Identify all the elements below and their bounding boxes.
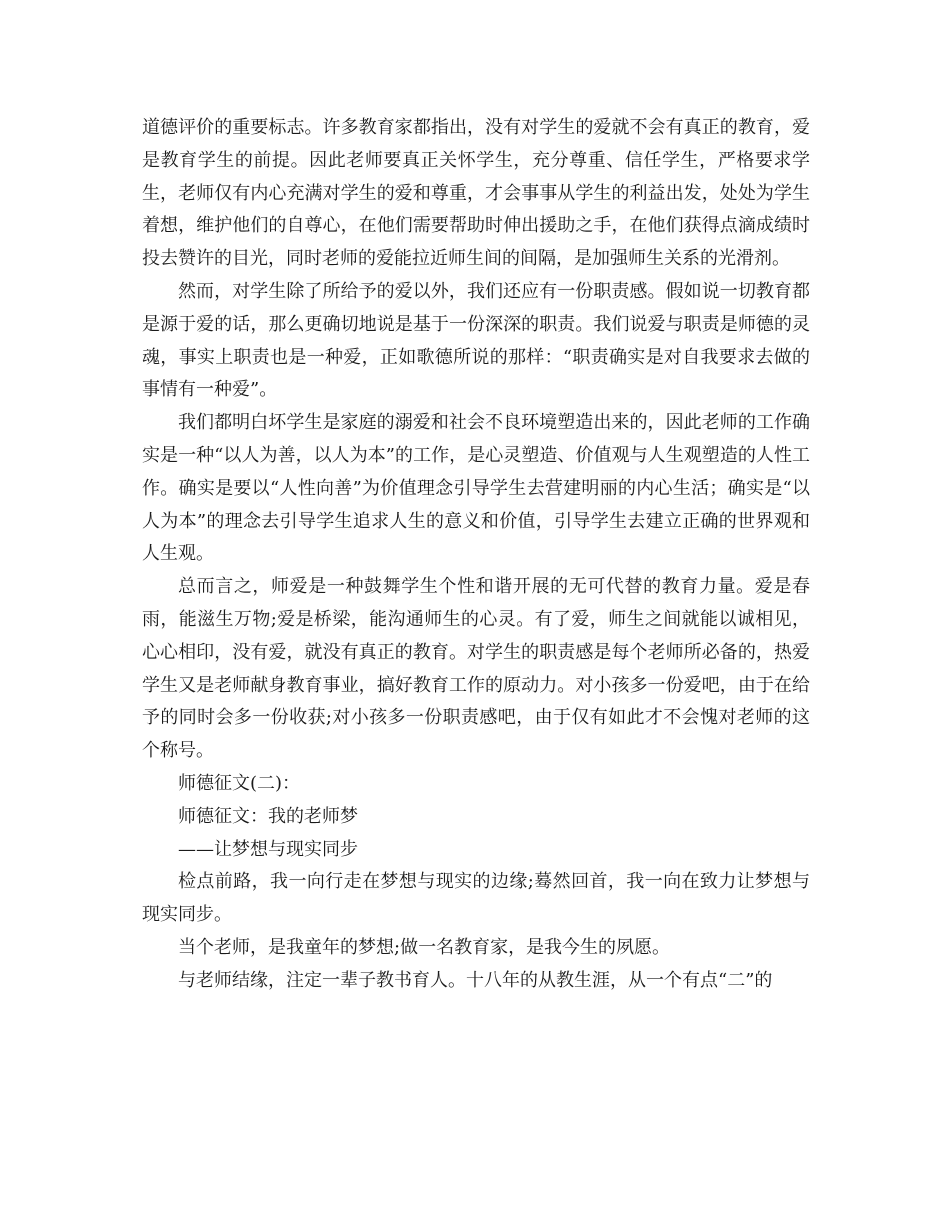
essay-title: 师德征文：我的老师梦 — [178, 805, 358, 827]
paragraph-3: 我们都明白坏学生是家庭的溺爱和社会不良环境塑造出来的，因此老师的工作确实是一种“以人为善，以人为本”的工作，是心灵塑造、价值观与人生观塑造的人性工作。确实是要以“人性向善”为价值理念引导学生去营建明丽的内心生活；确实是“以人为本”的理念去引导学生追求人生的意义和价值，引导学生去建立正确的世界观和人生观。 — [142, 412, 810, 565]
essay-subtitle: ——让梦想与现实同步 — [178, 838, 358, 860]
paragraph-5: 检点前路，我一向行走在梦想与现实的边缘;蓦然回首，我一向在致力让梦想与现实同步。 — [142, 871, 810, 926]
section-heading: 师德征文(二)： — [178, 772, 301, 794]
paragraph-1: 道德评价的重要标志。许多教育家都指出，没有对学生的爱就不会有真正的教育，爱是教育学生的前提。因此老师要真正关怀学生，充分尊重、信任学生，严格要求学生，老师仅有内心充满对学生的爱和尊重，才会事事从学生的利益出发，处处为学生着想，维护他们的自尊心，在他们需要帮助时伸出援助之手，在他们获得点滴成绩时投去赞许的目光，同时老师的爱能拉近师生间的间隔，是加强师生关系的光滑剂。 — [142, 117, 810, 270]
document-body — [142, 112, 810, 998]
paragraph-4: 总而言之，师爱是一种鼓舞学生个性和谐开展的无可代替的教育力量。爱是春雨，能滋生万物;爱是桥梁，能沟通师生的心灵。有了爱，师生之间就能以诚相见，心心相印，没有爱，就没有真正的教育。对学生的职责感是每个老师所必备的，热爱学生又是老师献身教育事业，搞好教育工作的原动力。对小孩多一份爱吧，由于在给予的同时会多一份收获;对小孩多一份职责感吧，由于仅有如此才不会愧对老师的这个称号。 — [142, 576, 810, 762]
paragraph-6: 当个老师，是我童年的梦想;做一名教育家，是我今生的夙愿。 — [178, 936, 671, 958]
paragraph-2: 然而，对学生除了所给予的爱以外，我们还应有一份职责感。假如说一切教育都是源于爱的话，那么更确切地说是基于一份深深的职责。我们说爱与职责是师德的灵魂，事实上职责也是一种爱，正如歌德所说的那样：“职责确实是对自我要求去做的事情有一种爱”。 — [142, 280, 810, 401]
paragraph-7: 与老师结缘，注定一辈子教书育人。十八年的从教生涯，从一个有点“二”的 — [178, 969, 773, 991]
